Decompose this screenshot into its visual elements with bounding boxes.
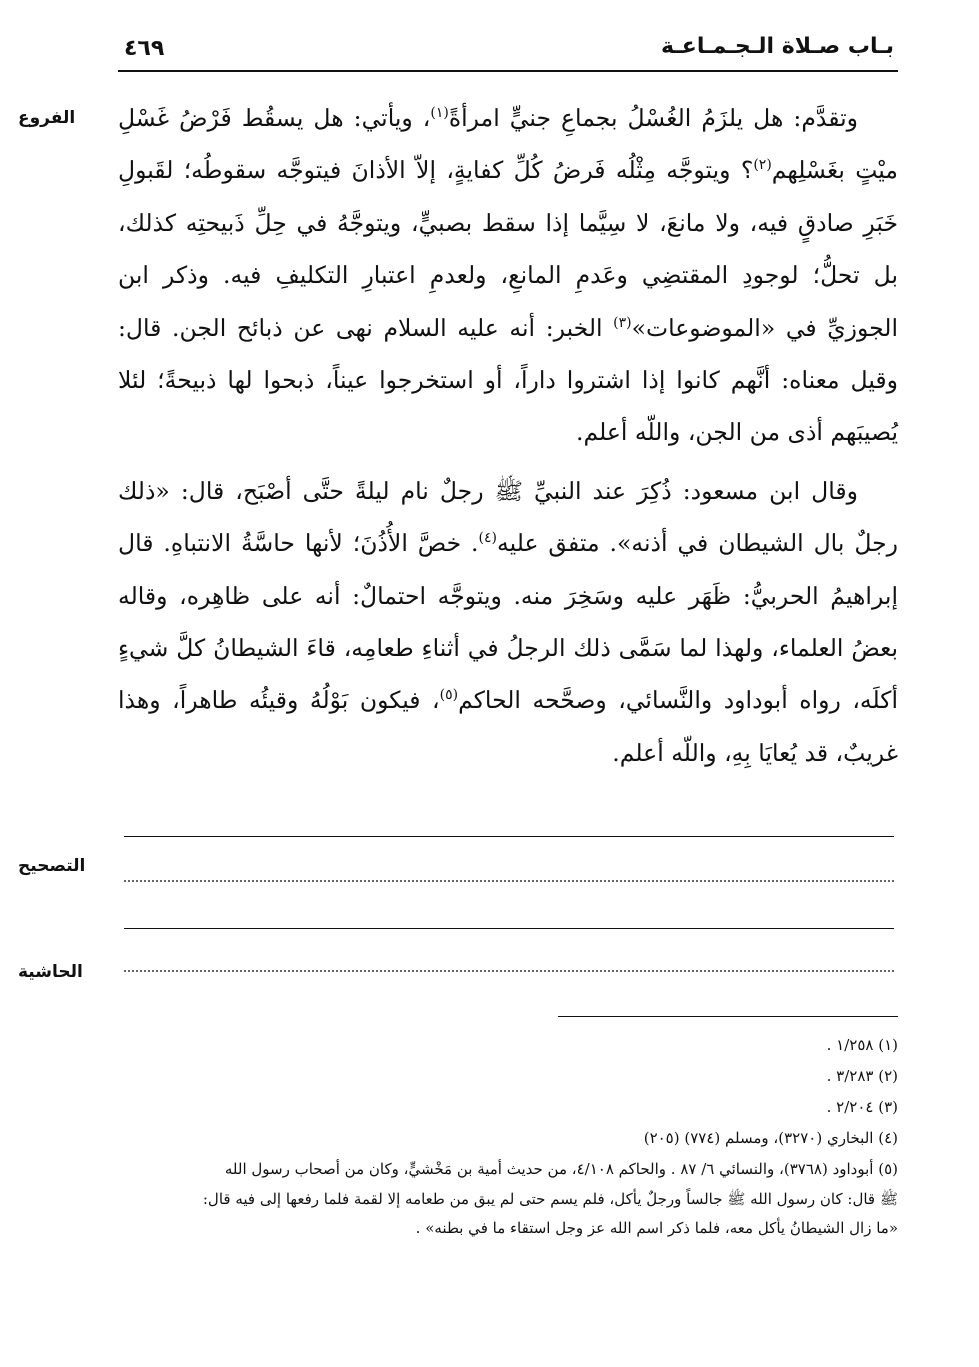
footnote-5: (٥) أبوداود (٣٧٦٨)، والنسائي ٦/ ٨٧ . والحاكم ٤/١٠٨، من حديث أمية بن مَخْشيٍّ، وكان من أصحاب رسول الله <box>224 1160 898 1178</box>
text-run: وقال ابن مسعود: ذُكِرَ عند النبيِّ ﷺ رجلٌ نام ليلةً حتَّى أصْبَح، قال: «ذلك رجلٌ بال الشيطان في أذنه». متفق عليه <box>118 476 898 558</box>
side-label-furu: الفروع <box>18 108 76 128</box>
footnote-ref-2[interactable]: (٢) <box>753 157 772 174</box>
page-header <box>118 34 898 72</box>
footnote-ref-1[interactable]: (١) <box>430 105 449 122</box>
footnote-2: (٢) ٣/٢٨٣ . <box>826 1067 898 1085</box>
footnotes <box>118 1030 898 1243</box>
tashih-top-rule <box>124 836 894 837</box>
footnote-ref-3[interactable]: (٣) <box>613 314 632 331</box>
chapter-title: بـاب صـلاة الـجـمـاعـة <box>660 34 894 59</box>
text-run: ، فيكون بَوْلُهُ وقيئُه طاهراً، وهذا غريبٌ، قد يُعايَا بِهِ، واللّه أعلم. <box>118 686 898 767</box>
paragraph-1 <box>118 92 898 459</box>
tashih-dotted-line <box>124 880 894 882</box>
footnote-4: (٤) البخاري (٣٢٧٠)، ومسلم (٧٧٤) (٢٠٥) <box>643 1129 898 1147</box>
footnote-separator <box>558 1016 898 1017</box>
footnote-ref-4[interactable]: (٤) <box>478 530 497 547</box>
page-number: ٤٦٩ <box>124 36 165 61</box>
footnote-1: (١) ١/٢٥٨ . <box>826 1036 898 1054</box>
text-run: الخبر: أنه عليه السلام نهى عن ذبائح الجن. قال: وقيل معناه: أنَّهم كانوا إذا اشتروا داراً، أو استخرجوا عيناً، ذبحوا لها ذبيحةً؛ لئلا يُصيبَهم أذى من الجن، واللّه أعلم. <box>118 313 898 447</box>
text-run: ، ويأتي: هل يسقُط فَرْضُ غَسْلِ ميْتٍ بغَسْلِهم <box>118 104 898 185</box>
hashiya-top-rule <box>124 928 894 929</box>
side-label-tashih: التصحيح <box>18 856 86 876</box>
side-label-hashiya: الحاشية <box>18 962 83 982</box>
hashiya-dotted-line <box>124 970 894 972</box>
footnote-5-cont: ﷺ قال: كان رسول الله ﷺ جالساً ورجلٌ يأكل، فلم يسم حتى لم يبق من طعامه إلا لقمة فلما رفعها إلى فيه قال: <box>202 1190 898 1208</box>
text-run: وتقدَّم: هل يلزَمُ الغُسْلُ بجماعِ جنيٍّ امرأةً <box>448 104 858 132</box>
footnote-ref-5[interactable]: (٥) <box>439 687 459 704</box>
paragraph-2 <box>118 465 898 779</box>
footnote-3: (٣) ٢/٢٠٤ . <box>826 1098 898 1116</box>
text-run: . خصَّ الأُذُنَ؛ لأنها حاسَّةُ الانتباهِ. قال إبراهيمُ الحربيُّ: ظَهَر عليه وسَخِرَ منه. ويتوجَّه احتمالٌ: أنه على ظاهِره، وقاله بعضُ العلماء، ولهذا لما سَمَّى ذلك الرجلُ في أثناءِ طعامِه، قاءَ الشيطانُ كلَّ شيءٍ أكلَه، رواه أبوداود والنَّسائي، وصحَّحه الحاكم <box>118 529 898 715</box>
main-text <box>118 92 898 779</box>
text-run: ؟ ويتوجَّه مِثْلُه فَرضُ كُلِّ كفايةٍ، إلاّ الأذانَ فيتوجَّه سقوطُه؛ لقَبولِ خَبَرِ صادقٍ فيه، ولا مانعَ، لا سِيَّما إذا سقط بصبيٍّ، ويتوجَّهُ في حِلِّ ذَبيحتِه كذلك، بل تحلُّ؛ لوجودِ المقتضِي وعَدمِ المانعِ، ولعدمِ اعتبارِ التكليفِ فيه. وذكر ابن الجوزيِّ في «الموضوعات» <box>118 156 898 342</box>
footnote-5-cont: «ما زال الشيطانُ يأكل معه، فلما ذكر اسم الله عز وجل استقاء ما في بطنه» . <box>415 1219 898 1237</box>
